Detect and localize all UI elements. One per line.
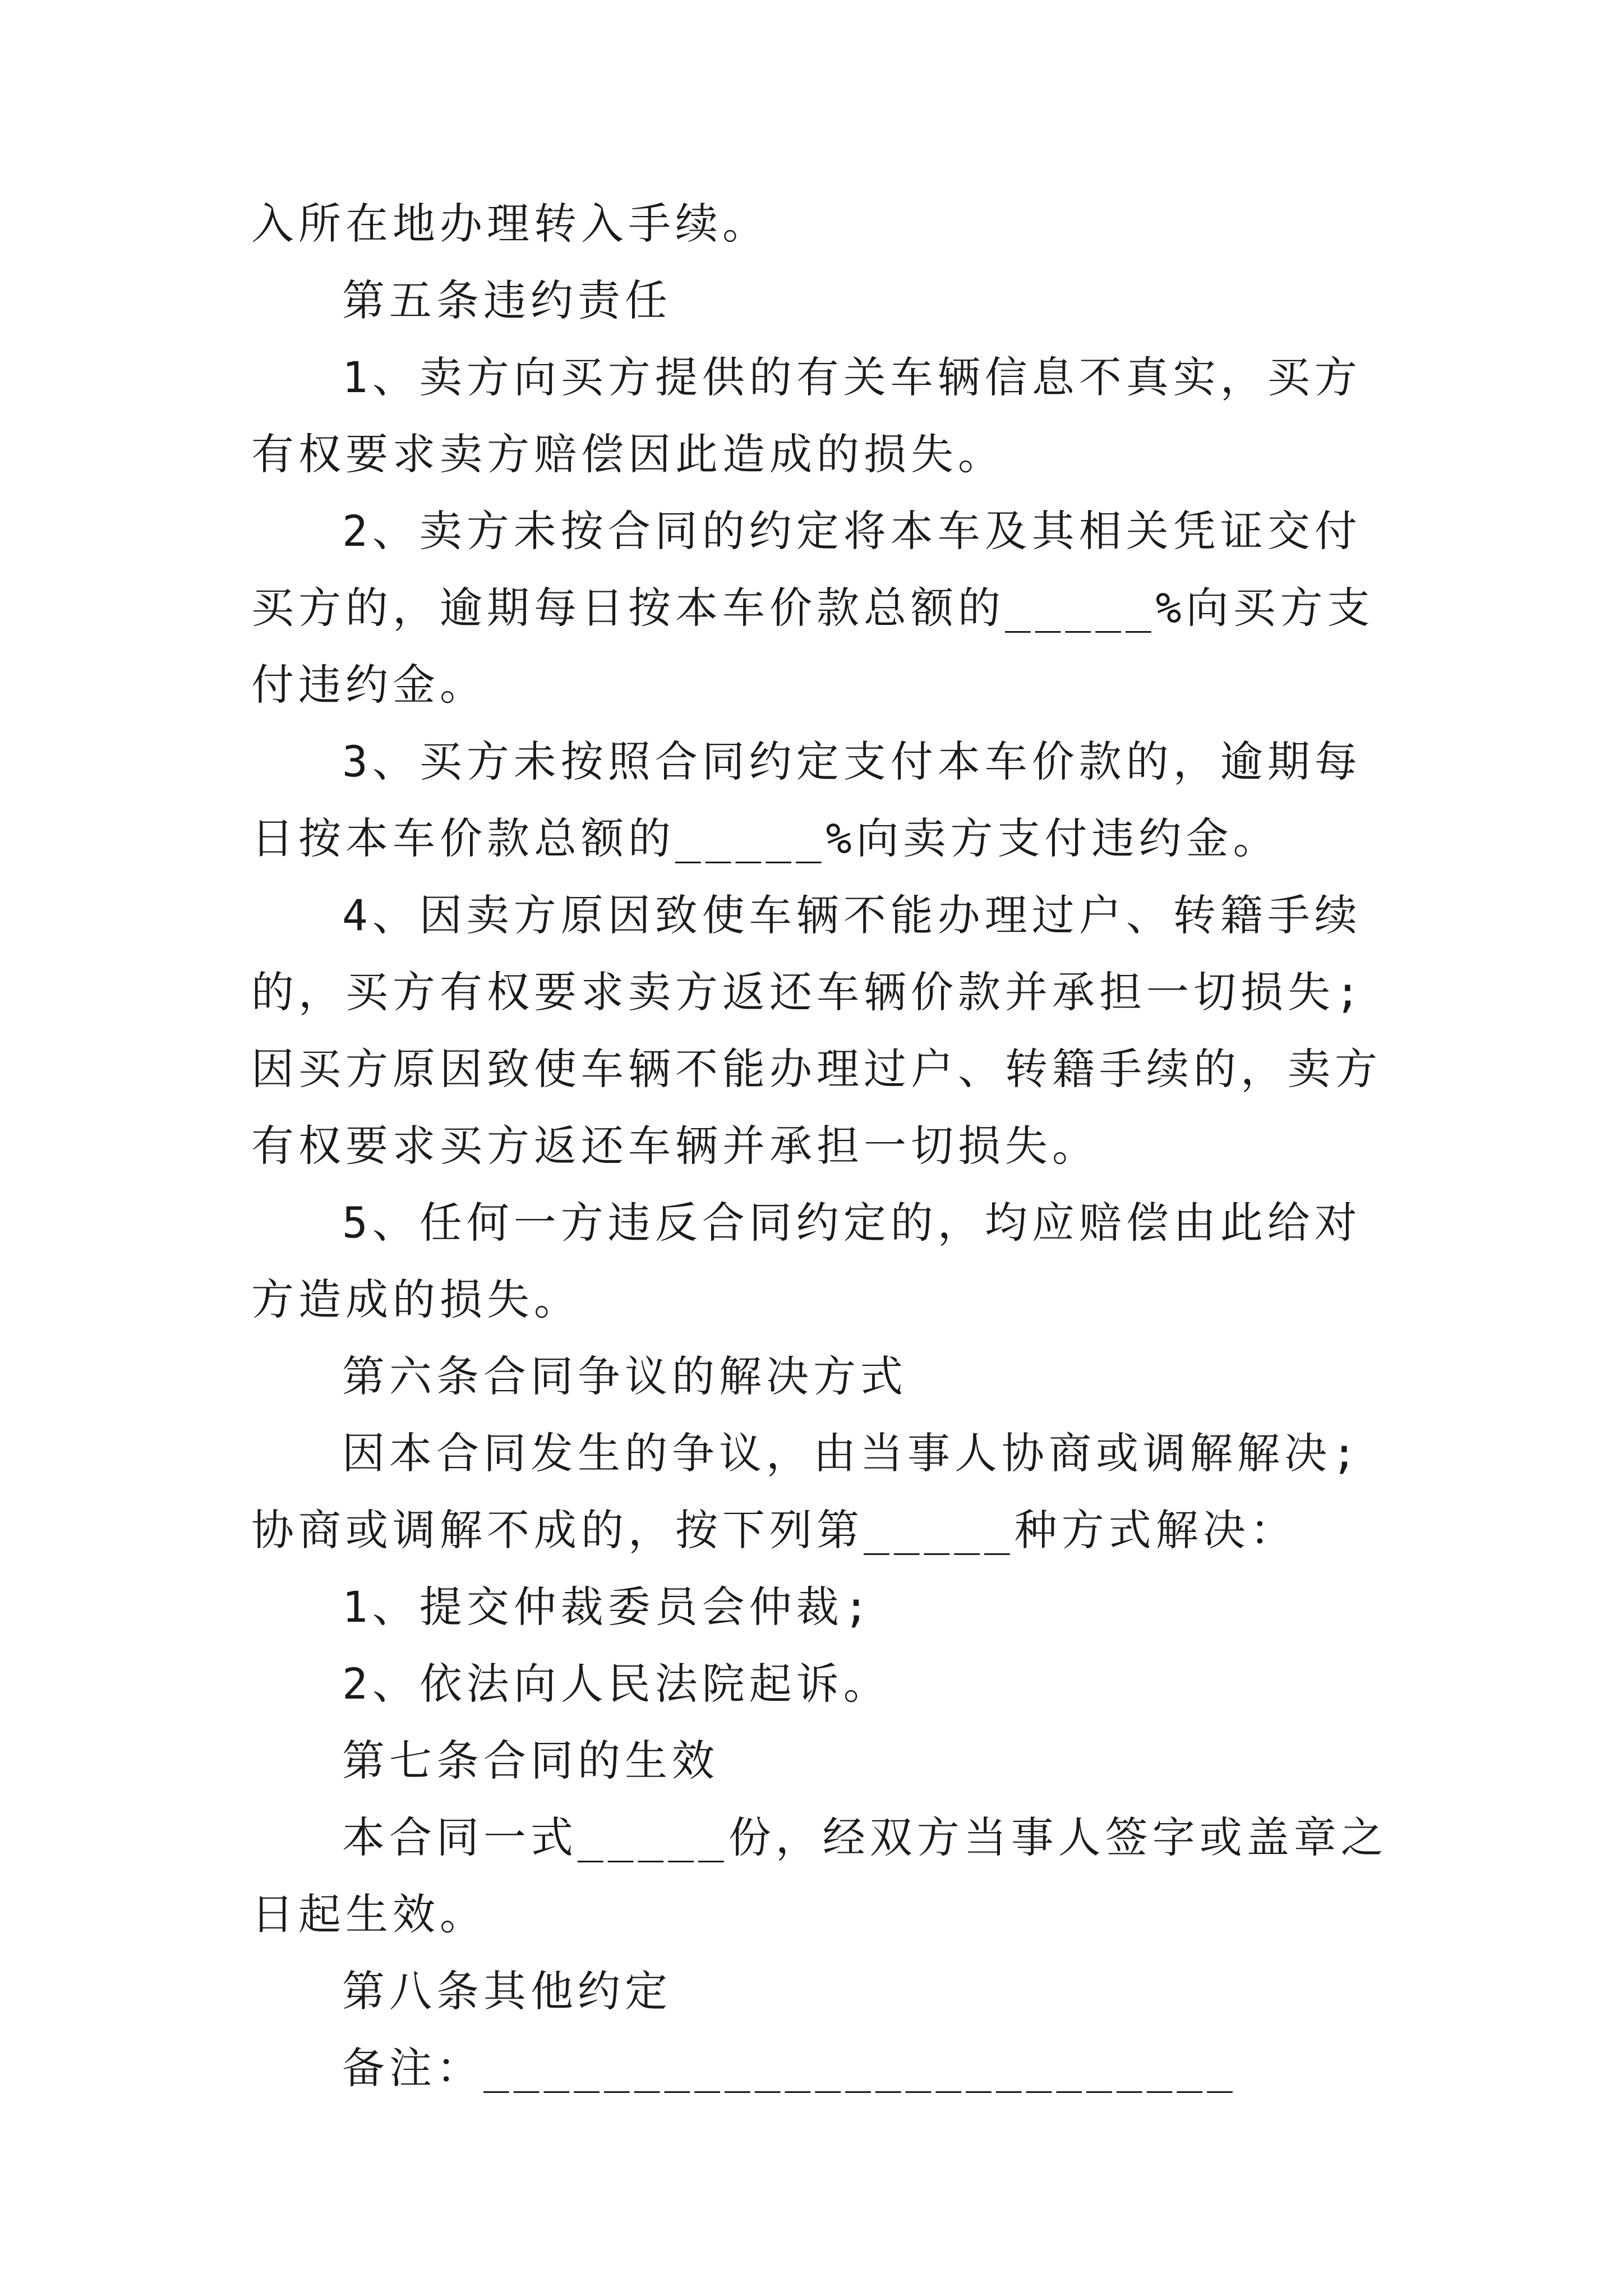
paragraph-contract-effect: 本合同一式_____份，经双方当事人签字或盖章之日起生效。	[251, 1812, 1388, 1939]
paragraph-article-5-item-1: 1、卖方向买方提供的有关车辆信息不真实，买方有权要求卖方赔偿因此造成的损失。	[251, 352, 1362, 479]
paragraph-transfer-procedures: 入所在地办理转入手续。	[251, 199, 769, 249]
paragraph-article-5-item-2: 2、卖方未按合同的约定将本车及其相关凭证交付买方的，逾期每日按本车价款总额的_____%向买方支付违约金。	[251, 506, 1375, 710]
paragraph-litigation-option: 2、依法向人民法院起诉。	[342, 1659, 891, 1709]
heading-article-7: 第七条合同的生效	[342, 1736, 719, 1786]
paragraph-article-5-item-3: 3、买方未按照合同约定支付本车价款的，逾期每日按本车价款总额的_____%向卖方支付违约金。	[251, 737, 1362, 863]
document-body	[251, 185, 1395, 2106]
paragraph-arbitration-option: 1、提交仲裁委员会仲裁;	[342, 1582, 874, 1632]
heading-article-6: 第六条合同争议的解决方式	[342, 1351, 907, 1401]
paragraph-article-5-item-4: 4、因卖方原因致使车辆不能办理过户、转籍手续的，买方有权要求卖方返还车辆价款并承担一切损失;因买方原因致使车辆不能办理过户、转籍手续的，卖方有权要求买方返还车辆并承担一切损失。	[251, 890, 1382, 1171]
paragraph-dispute-resolution: 因本合同发生的争议，由当事人协商或调解解决;协商或调解不成的，按下列第_____种方式解决：	[251, 1428, 1362, 1555]
paragraph-remarks: 备注：_________________________	[342, 2043, 1237, 2093]
heading-article-5: 第五条违约责任	[342, 275, 672, 325]
heading-article-8: 第八条其他约定	[342, 1966, 672, 2016]
paragraph-article-5-item-5: 5、任何一方违反合同约定的，均应赔偿由此给对方造成的损失。	[251, 1198, 1362, 1324]
